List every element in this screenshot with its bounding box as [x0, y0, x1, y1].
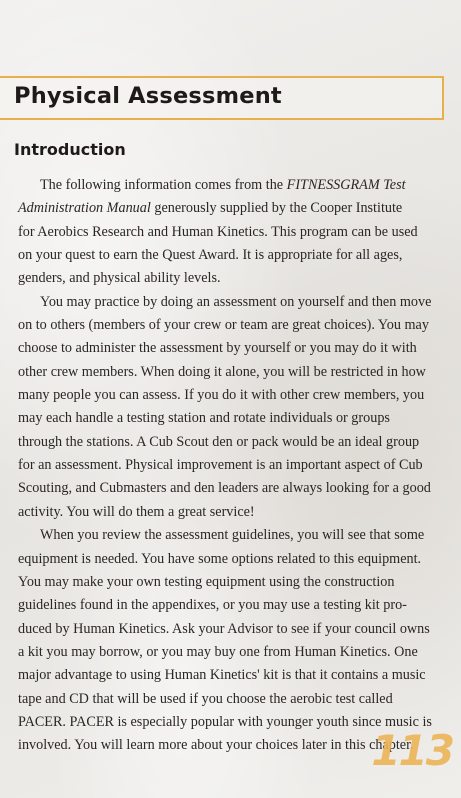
page-number: 113 — [371, 726, 453, 775]
text-line: PACER. PACER is especially popular with younger youth since music is — [18, 713, 432, 730]
text-segment: generously supplied by the Cooper Institute — [150, 200, 403, 217]
text-line: a kit you may borrow, or you may buy one from Human Kinetics. One — [18, 643, 418, 660]
text-line — [18, 174, 450, 197]
text-line: You may make your own testing equipment using the construction — [18, 573, 395, 590]
text-segment: The following information comes from the — [40, 177, 287, 193]
paragraph — [18, 174, 450, 291]
text-line: Scouting, and Cubmasters and den leaders are always looking for a good — [18, 480, 431, 497]
text-line: involved. You will learn more about your choices later in this chapter. — [18, 737, 414, 754]
text-line: through the stations. A Cub Scout den or pack would be an ideal group — [18, 433, 420, 450]
text-line: may each handle a testing station and rotate individuals or groups — [18, 410, 390, 427]
text-line: choose to administer the assessment by yourself or you may do it with — [18, 340, 417, 357]
text-line: When you review the assessment guidelines, you will see that some — [40, 527, 425, 544]
text-line: tape and CD that will be used if you choose the aerobic test called — [18, 690, 393, 707]
text-line: activity. You will do them a great service! — [18, 503, 255, 520]
body-text — [18, 174, 450, 758]
text-line: equipment is needed. You have some options related to this equipment. — [18, 550, 422, 567]
text-segment-italic: Administration Manual — [18, 200, 151, 217]
text-line: guidelines found in the appendixes, or you may use a testing kit pro- — [18, 597, 407, 614]
text-segment-italic: FITNESSGRAM Test — [286, 177, 406, 193]
text-line: You may practice by doing an assessment on yourself and then move — [40, 293, 432, 310]
text-line: on to others (members of your crew or team are great choices). You may — [18, 317, 429, 334]
section-heading: Introduction — [14, 140, 126, 159]
text-line — [18, 197, 450, 220]
text-line: for an assessment. Physical improvement is an important aspect of Cub — [18, 457, 423, 474]
text-line: other crew members. When doing it alone, you will be restricted in how — [18, 363, 426, 380]
text-line: duced by Human Kinetics. Ask your Advisor to see if your council owns — [18, 620, 430, 637]
page-title: Physical Assessment — [14, 83, 282, 109]
text-line: genders, and physical ability levels. — [18, 270, 221, 287]
paragraph — [18, 524, 450, 757]
text-line: on your quest to earn the Quest Award. It is appropriate for all ages, — [18, 247, 403, 264]
paragraph — [18, 291, 450, 524]
text-line: major advantage to using Human Kinetics' kit is that it contains a music — [18, 667, 426, 684]
text-line: many people you can assess. If you do it with other crew members, you — [18, 387, 425, 404]
text-line: for Aerobics Research and Human Kinetics. This program can be used — [18, 223, 418, 240]
